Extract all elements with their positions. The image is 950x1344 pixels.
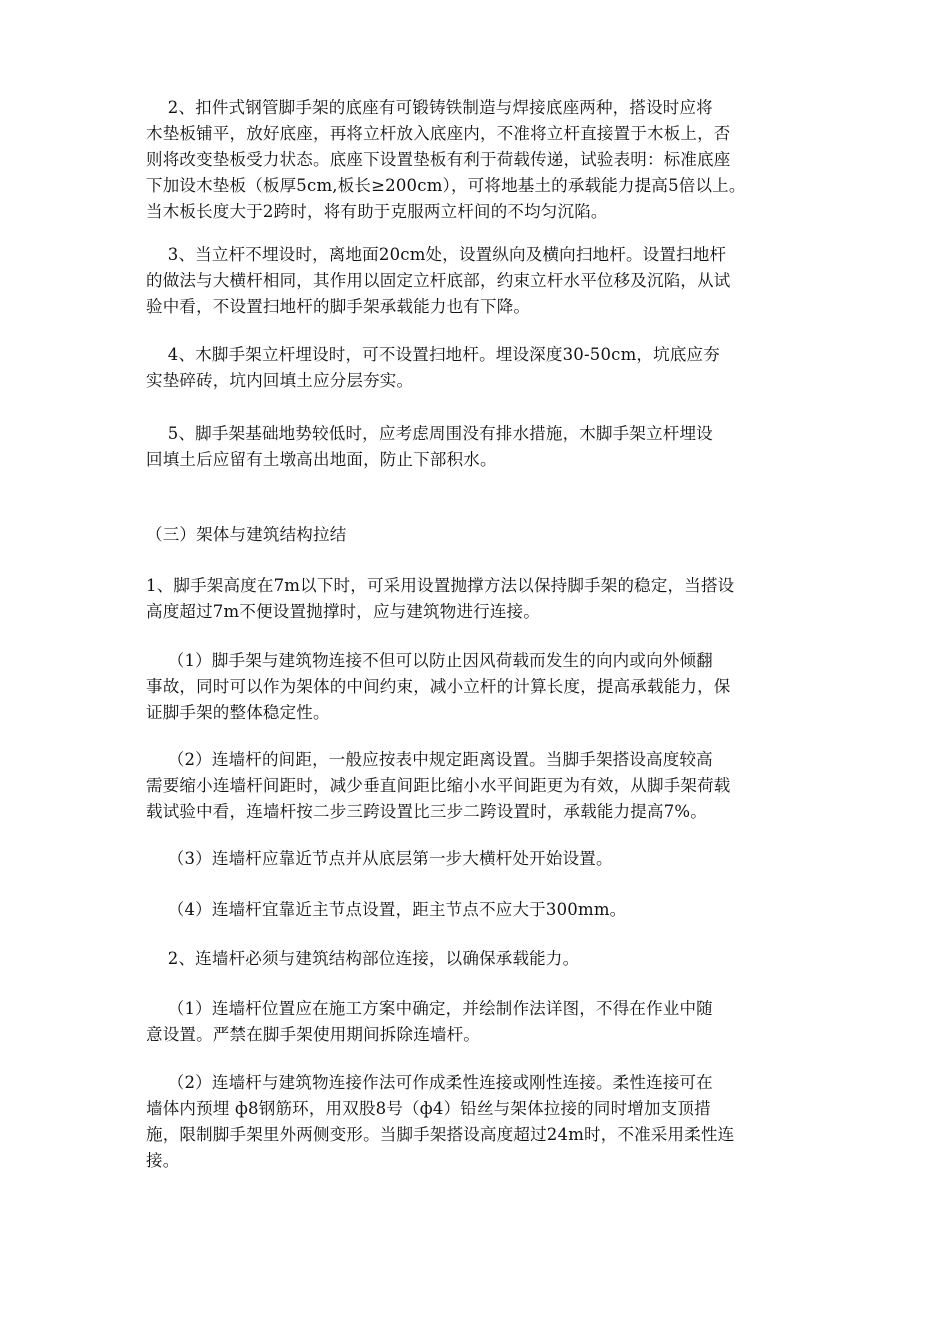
text-line: （1）连墙杆位置应在施工方案中确定，并绘制作法详图，不得在作业中随: [146, 999, 713, 1018]
text-line: 验中看，不设置扫地杆的脚手架承载能力也有下降。: [146, 297, 531, 316]
text-line: （4）连墙杆宜靠近主节点设置，距主节点不应大于300mm。: [146, 900, 627, 919]
text-line: 5、脚手架基础地势较低时，应考虑周围没有排水措施，木脚手架立杆埋设: [146, 424, 713, 443]
text-line: 接。: [146, 1151, 180, 1170]
paragraph-wood-scaffold: [146, 342, 806, 394]
text-line: 事故，同时可以作为架体的中间约束，减小立杆的计算长度，提高承载能力，保: [146, 677, 731, 696]
text-line: 证脚手架的整体稳定性。: [146, 703, 330, 722]
text-line: 4、木脚手架立杆埋设时，可不设置扫地杆。埋设深度30-50cm，坑底应夯: [146, 345, 720, 364]
paragraph-item-1-4: [146, 897, 806, 923]
section-heading: [146, 522, 806, 548]
text-line: 2、连墙杆必须与建筑结构部位连接，以确保承载能力。: [146, 949, 580, 968]
paragraph-item-1-3: [146, 846, 806, 872]
text-line: 的做法与大横杆相同，其作用以固定立杆底部，约束立杆水平位移及沉陷，从试: [146, 271, 731, 290]
section-title: （三）架体与建筑结构拉结: [146, 525, 347, 544]
text-line: 高度超过7m不便设置抛撑时，应与建筑物进行连接。: [146, 602, 540, 621]
text-line: 墙体内预埋 ф8钢筋环，用双股8号（ф4）铅丝与架体拉接的同时增加支顶措: [146, 1099, 711, 1118]
text-line: 2、扣件式钢管脚手架的底座有可锻铸铁制造与焊接底座两种，搭设时应将: [146, 98, 713, 117]
paragraph-item-2-1: [146, 996, 806, 1048]
text-line: 施，限制脚手架里外两侧变形。当脚手架搭设高度超过24m时，不准采用柔性连: [146, 1125, 735, 1144]
text-line: （2）连墙杆与建筑物连接作法可作成柔性连接或刚性连接。柔性连接可在: [146, 1073, 713, 1092]
paragraph-item-1-1: [146, 648, 806, 726]
text-line: 当木板长度大于2跨时，将有助于克服两立杆间的不均匀沉陷。: [146, 202, 608, 221]
text-line: 3、当立杆不埋设时，离地面20cm处，设置纵向及横向扫地杆。设置扫地杆: [146, 245, 727, 264]
text-line: （1）脚手架与建筑物连接不但可以防止因风荷载而发生的向内或向外倾翻: [146, 651, 713, 670]
paragraph-base-plate: [146, 95, 806, 225]
text-line: 木垫板铺平，放好底座，再将立杆放入底座内，不准将立杆直接置于木板上，否: [146, 124, 731, 143]
text-line: 则将改变垫板受力状态。底座下设置垫板有利于荷载传递，试验表明：标准底座: [146, 150, 731, 169]
text-line: 实垫碎砖，坑内回填土应分层夯实。: [146, 371, 414, 390]
paragraph-item-1-2: [146, 747, 806, 825]
paragraph-drainage: [146, 421, 806, 473]
text-line: 下加设木垫板（板厚5cm,板长≥200cm），可将地基土的承载能力提高5倍以上。: [146, 176, 746, 195]
text-line: 载试验中看，连墙杆按二步三跨设置比三步二跨设置时，承载能力提高7%。: [146, 802, 707, 821]
paragraph-item-2-2: [146, 1070, 806, 1174]
text-line: 回填土后应留有土墩高出地面，防止下部积水。: [146, 450, 497, 469]
text-line: （2）连墙杆的间距，一般应按表中规定距离设置。当脚手架搭设高度较高: [146, 750, 713, 769]
text-line: 1、脚手架高度在7m以下时，可采用设置抛撑方法以保持脚手架的稳定，当搭设: [146, 576, 735, 595]
text-line: 意设置。严禁在脚手架使用期间拆除连墙杆。: [146, 1025, 480, 1044]
paragraph-sweep-rod: [146, 242, 806, 320]
paragraph-structure-connect: [146, 946, 806, 972]
text-line: （3）连墙杆应靠近节点并从底层第一步大横杆处开始设置。: [146, 849, 613, 868]
text-line: 需要缩小连墙杆间距时，减少垂直间距比缩小水平间距更为有效，从脚手架荷载: [146, 776, 731, 795]
paragraph-height-rule: [146, 573, 806, 625]
